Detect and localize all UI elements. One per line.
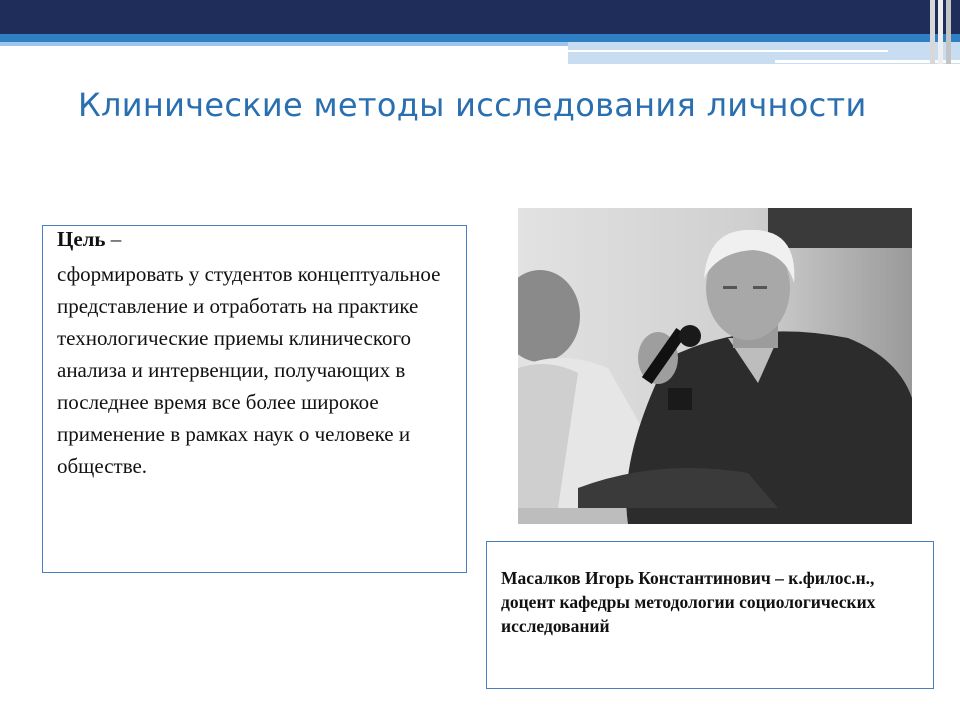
speaker-caption-box: [486, 541, 934, 689]
header-light-stripe: [0, 42, 568, 46]
goal-text-box: [42, 225, 467, 573]
header-corner-strips: [930, 0, 960, 64]
corner-strip: [946, 0, 951, 64]
goal-description: сформировать у студентов концептуальное представление и отработать на практике технологические приемы клинического анализа и интервенции, получающих в последнее время все более широкое применение в рамках наук о человеке и обществе.: [57, 262, 441, 478]
slide-title: Клинические методы исследования личности: [78, 86, 867, 124]
header-band: [0, 0, 960, 34]
goal-heading-dash: –: [105, 227, 122, 251]
corner-strip: [938, 0, 943, 64]
corner-strip: [930, 0, 935, 64]
header-white-line: [568, 50, 888, 52]
speaker-photo-illustration: [518, 208, 912, 524]
goal-heading-label: Цель: [57, 227, 106, 251]
speaker-photo: [518, 208, 912, 524]
goal-heading: [57, 226, 456, 252]
header-accent-stripe: [0, 34, 960, 42]
speaker-caption: Масалков Игорь Константинович – к.филос.н., доцент кафедры методологии социологических исследований: [501, 568, 876, 636]
